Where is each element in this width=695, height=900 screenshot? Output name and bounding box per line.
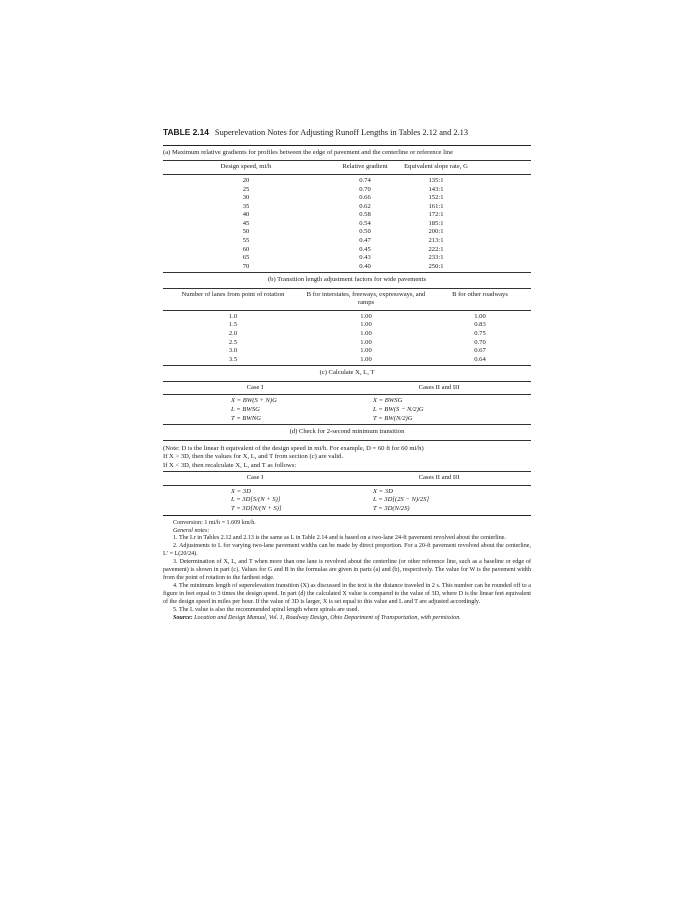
part-b-header-lanes: Number of lanes from point of rotation: [181, 290, 285, 298]
part-b-header-b-interstate: B for interstates, freeways, expressways, and ramps: [306, 290, 426, 307]
part-a-header-slope: Equivalent slope rate, G: [404, 163, 468, 171]
part-a-cell: 70: [242, 262, 250, 270]
part-a-header-speed: Design speed, mi/h: [220, 163, 272, 171]
part-b-row: [163, 356, 531, 365]
part-c-eq23-t: T = BW(N/2)G: [373, 414, 413, 422]
part-a-cell: 0.43: [359, 254, 371, 262]
part-d-note-2: If X > 3D, then the values for X, L, and T from section (c) are valid.: [163, 453, 343, 461]
table-page: [163, 127, 531, 623]
part-b-cell: 1.00: [360, 312, 372, 320]
part-a-caption: (a) Maximum relative gradients for profiles between the edge of pavement and the centerline or reference line: [163, 148, 453, 156]
part-d-note-3: If X < 3D, then recalculate X, L, and T as follows:: [163, 461, 297, 469]
part-b-cell: 1.5: [228, 321, 238, 329]
part-a-row: [163, 220, 531, 229]
part-a-cell: 0.62: [359, 202, 371, 210]
part-a-cell: 60: [242, 245, 250, 253]
part-c-caption: (c) Calculate X, L, T: [319, 369, 375, 377]
part-d-header: [163, 474, 531, 483]
part-a-cell: 0.74: [359, 177, 371, 185]
table-title-text: Superelevation Notes for Adjusting Runoff Lengths in Tables 2.12 and 2.13: [214, 128, 469, 137]
part-d-case23: Cases II and III: [418, 474, 460, 482]
part-a-cell: 25: [242, 185, 250, 193]
part-a-row: [163, 211, 531, 220]
part-b-row: [163, 313, 531, 322]
part-a-cell: 45: [242, 219, 250, 227]
part-a-cell: 0.47: [359, 236, 371, 244]
part-a-cell: 0.45: [359, 245, 371, 253]
part-d-eq1-l: L = 3D[S/(N + S)]: [231, 496, 281, 504]
part-d-equations: [163, 488, 531, 514]
general-notes-label: General notes:: [173, 527, 210, 534]
part-b-header-b-other: B for other roadways: [452, 290, 508, 298]
part-b-cell: 0.64: [474, 355, 486, 363]
part-c-header: [163, 384, 531, 393]
part-b-cell: 1.00: [360, 321, 372, 329]
general-note-3: 3. Determination of X, L, and T when more than one lane is revolved about the centerline (or other reference line, such as a baseline or edge of pavement) is shown in part (c). Values for G and B in the formulas are given in parts (a) and (b), respectively. The value for W is the pavement width from the point of rotation to the farthest edge.: [163, 559, 531, 582]
part-b-cell: 1.00: [360, 347, 372, 355]
part-b-body: [163, 313, 531, 364]
part-d-notes: [163, 445, 531, 471]
part-a-row: [163, 194, 531, 203]
general-note-4: 4. The minimum length of superelevation transition (X) as discussed in the text is the distance traveled in 2 s. This number can be rounded off to a figure in feet equal to 3 times the design speed. In part (d) the calculated X value is compared to the value of 3D, where D is the linear feet equivalent of the design speed in miles per hour. If the value of 3D is larger, X is set equal to this value and L and T are adjusted accordingly.: [163, 582, 531, 605]
part-c-case23: Cases II and III: [418, 383, 460, 391]
part-d-note-1: (Note: D is the linear ft equivalent of the design speed in mi/h. For example, D = 60 ft for 60 mi/h): [163, 444, 424, 452]
part-a-cell: 0.54: [359, 219, 371, 227]
part-a-header-gradient: Relative gradient: [342, 163, 388, 171]
part-a-cell: 65: [242, 254, 250, 262]
part-d-eq23-x: X = 3D: [373, 487, 393, 495]
conversion-note: Conversion: 1 mi/h = 1.609 km/h.: [173, 519, 256, 526]
part-a-row: [163, 203, 531, 212]
part-a-cell: 222:1: [428, 245, 444, 253]
part-d-case1: Case I: [246, 474, 264, 482]
part-a-cell: 135:1: [428, 177, 444, 185]
part-d-eq23-l: L = 3D[(2S − N)/2S]: [373, 496, 430, 504]
part-b-cell: 0.70: [474, 338, 486, 346]
table-number: TABLE 2.14: [163, 127, 209, 137]
part-d-caption: (d) Check for 2-second minimum transition: [289, 428, 405, 436]
part-a-cell: 0.50: [359, 228, 371, 236]
part-a-cell: 30: [242, 194, 250, 202]
part-b-row: [163, 321, 531, 330]
part-c-case1: Case I: [246, 383, 264, 391]
part-a-row: [163, 177, 531, 186]
part-a-cell: 143:1: [428, 185, 444, 193]
part-c-eq1-t: T = BWNG: [231, 414, 261, 422]
part-a-cell: 200:1: [428, 228, 444, 236]
part-a-cell: 161:1: [428, 202, 444, 210]
part-c-equations: [163, 397, 531, 423]
part-d-eq1-t: T = 3D[N/(N + S)]: [231, 505, 282, 513]
part-b-caption: (b) Transition length adjustment factors for wide pavements: [267, 276, 427, 284]
part-b-cell: 1.00: [474, 312, 486, 320]
part-b-cell: 2.5: [228, 338, 238, 346]
source-text: Location and Design Manual, Vol. 1, Roadway Design, Ohio Department of Transportation, with permission.: [194, 614, 461, 621]
part-a-cell: 152:1: [428, 194, 444, 202]
part-b-header: [163, 291, 531, 308]
part-b-cell: 0.83: [474, 321, 486, 329]
part-a-cell: 250:1: [428, 262, 444, 270]
part-b-cell: 1.0: [228, 312, 238, 320]
part-a-row: [163, 186, 531, 195]
part-b-cell: 1.00: [360, 338, 372, 346]
part-b-cell: 1.00: [360, 330, 372, 338]
part-a-cell: 55: [242, 236, 250, 244]
part-a-row: [163, 237, 531, 246]
part-a-cell: 0.66: [359, 194, 371, 202]
part-b-row: [163, 330, 531, 339]
general-note-1: 1. The Lr in Tables 2.12 and 2.13 is the same as L in Table 2.14 and is based on a two-lane 24-ft pavement revolved about the centerline.: [173, 535, 506, 542]
source-note: [163, 615, 531, 623]
footnotes: [163, 520, 531, 623]
part-c-eq1-l: L = BWSG: [231, 405, 260, 413]
part-b-cell: 0.75: [474, 330, 486, 338]
part-b-row: [163, 347, 531, 356]
part-b-cell: 3.5: [228, 355, 238, 363]
part-b-cell: 0.67: [474, 347, 486, 355]
part-a-cell: 0.40: [359, 262, 371, 270]
part-c-eq23-x: X = BWSG: [373, 397, 403, 405]
part-a-cell: 233:1: [428, 254, 444, 262]
source-label: Source:: [173, 614, 193, 621]
part-a-cell: 50: [242, 228, 250, 236]
part-d-eq23-t: T = 3D(N/2S): [373, 505, 410, 513]
part-b-cell: 1.00: [360, 355, 372, 363]
part-a-cell: 20: [242, 177, 250, 185]
part-a-cell: 172:1: [428, 211, 444, 219]
part-c-eq1-x: X = BW(S + N)G: [231, 397, 277, 405]
part-a-cell: 185:1: [428, 219, 444, 227]
part-a-cell: 35: [242, 202, 250, 210]
part-a-cell: 0.58: [359, 211, 371, 219]
part-b-cell: 3.0: [228, 347, 238, 355]
general-note-2: 2. Adjustments to L for varying two-lane pavement widths can be made by direct proportion. For a 20-ft pavement revolved about the centerline, L′ = L(20/24).: [163, 543, 531, 558]
part-b-row: [163, 339, 531, 348]
part-a-cell: 213:1: [428, 236, 444, 244]
general-note-5: 5. The L value is also the recommended spiral length where spirals are used.: [173, 606, 359, 613]
part-d-eq1-x: X = 3D: [231, 487, 251, 495]
part-c-eq23-l: L = BW(S − N/2)G: [373, 405, 424, 413]
part-a-row: [163, 246, 531, 255]
table-title: [163, 127, 531, 139]
part-a-header: [163, 163, 531, 172]
part-a-row: [163, 254, 531, 263]
part-a-row: [163, 263, 531, 272]
part-a-body: [163, 177, 531, 271]
part-a-cell: 40: [242, 211, 250, 219]
part-a-row: [163, 228, 531, 237]
part-b-cell: 2.0: [228, 330, 238, 338]
part-a-cell: 0.70: [359, 185, 371, 193]
